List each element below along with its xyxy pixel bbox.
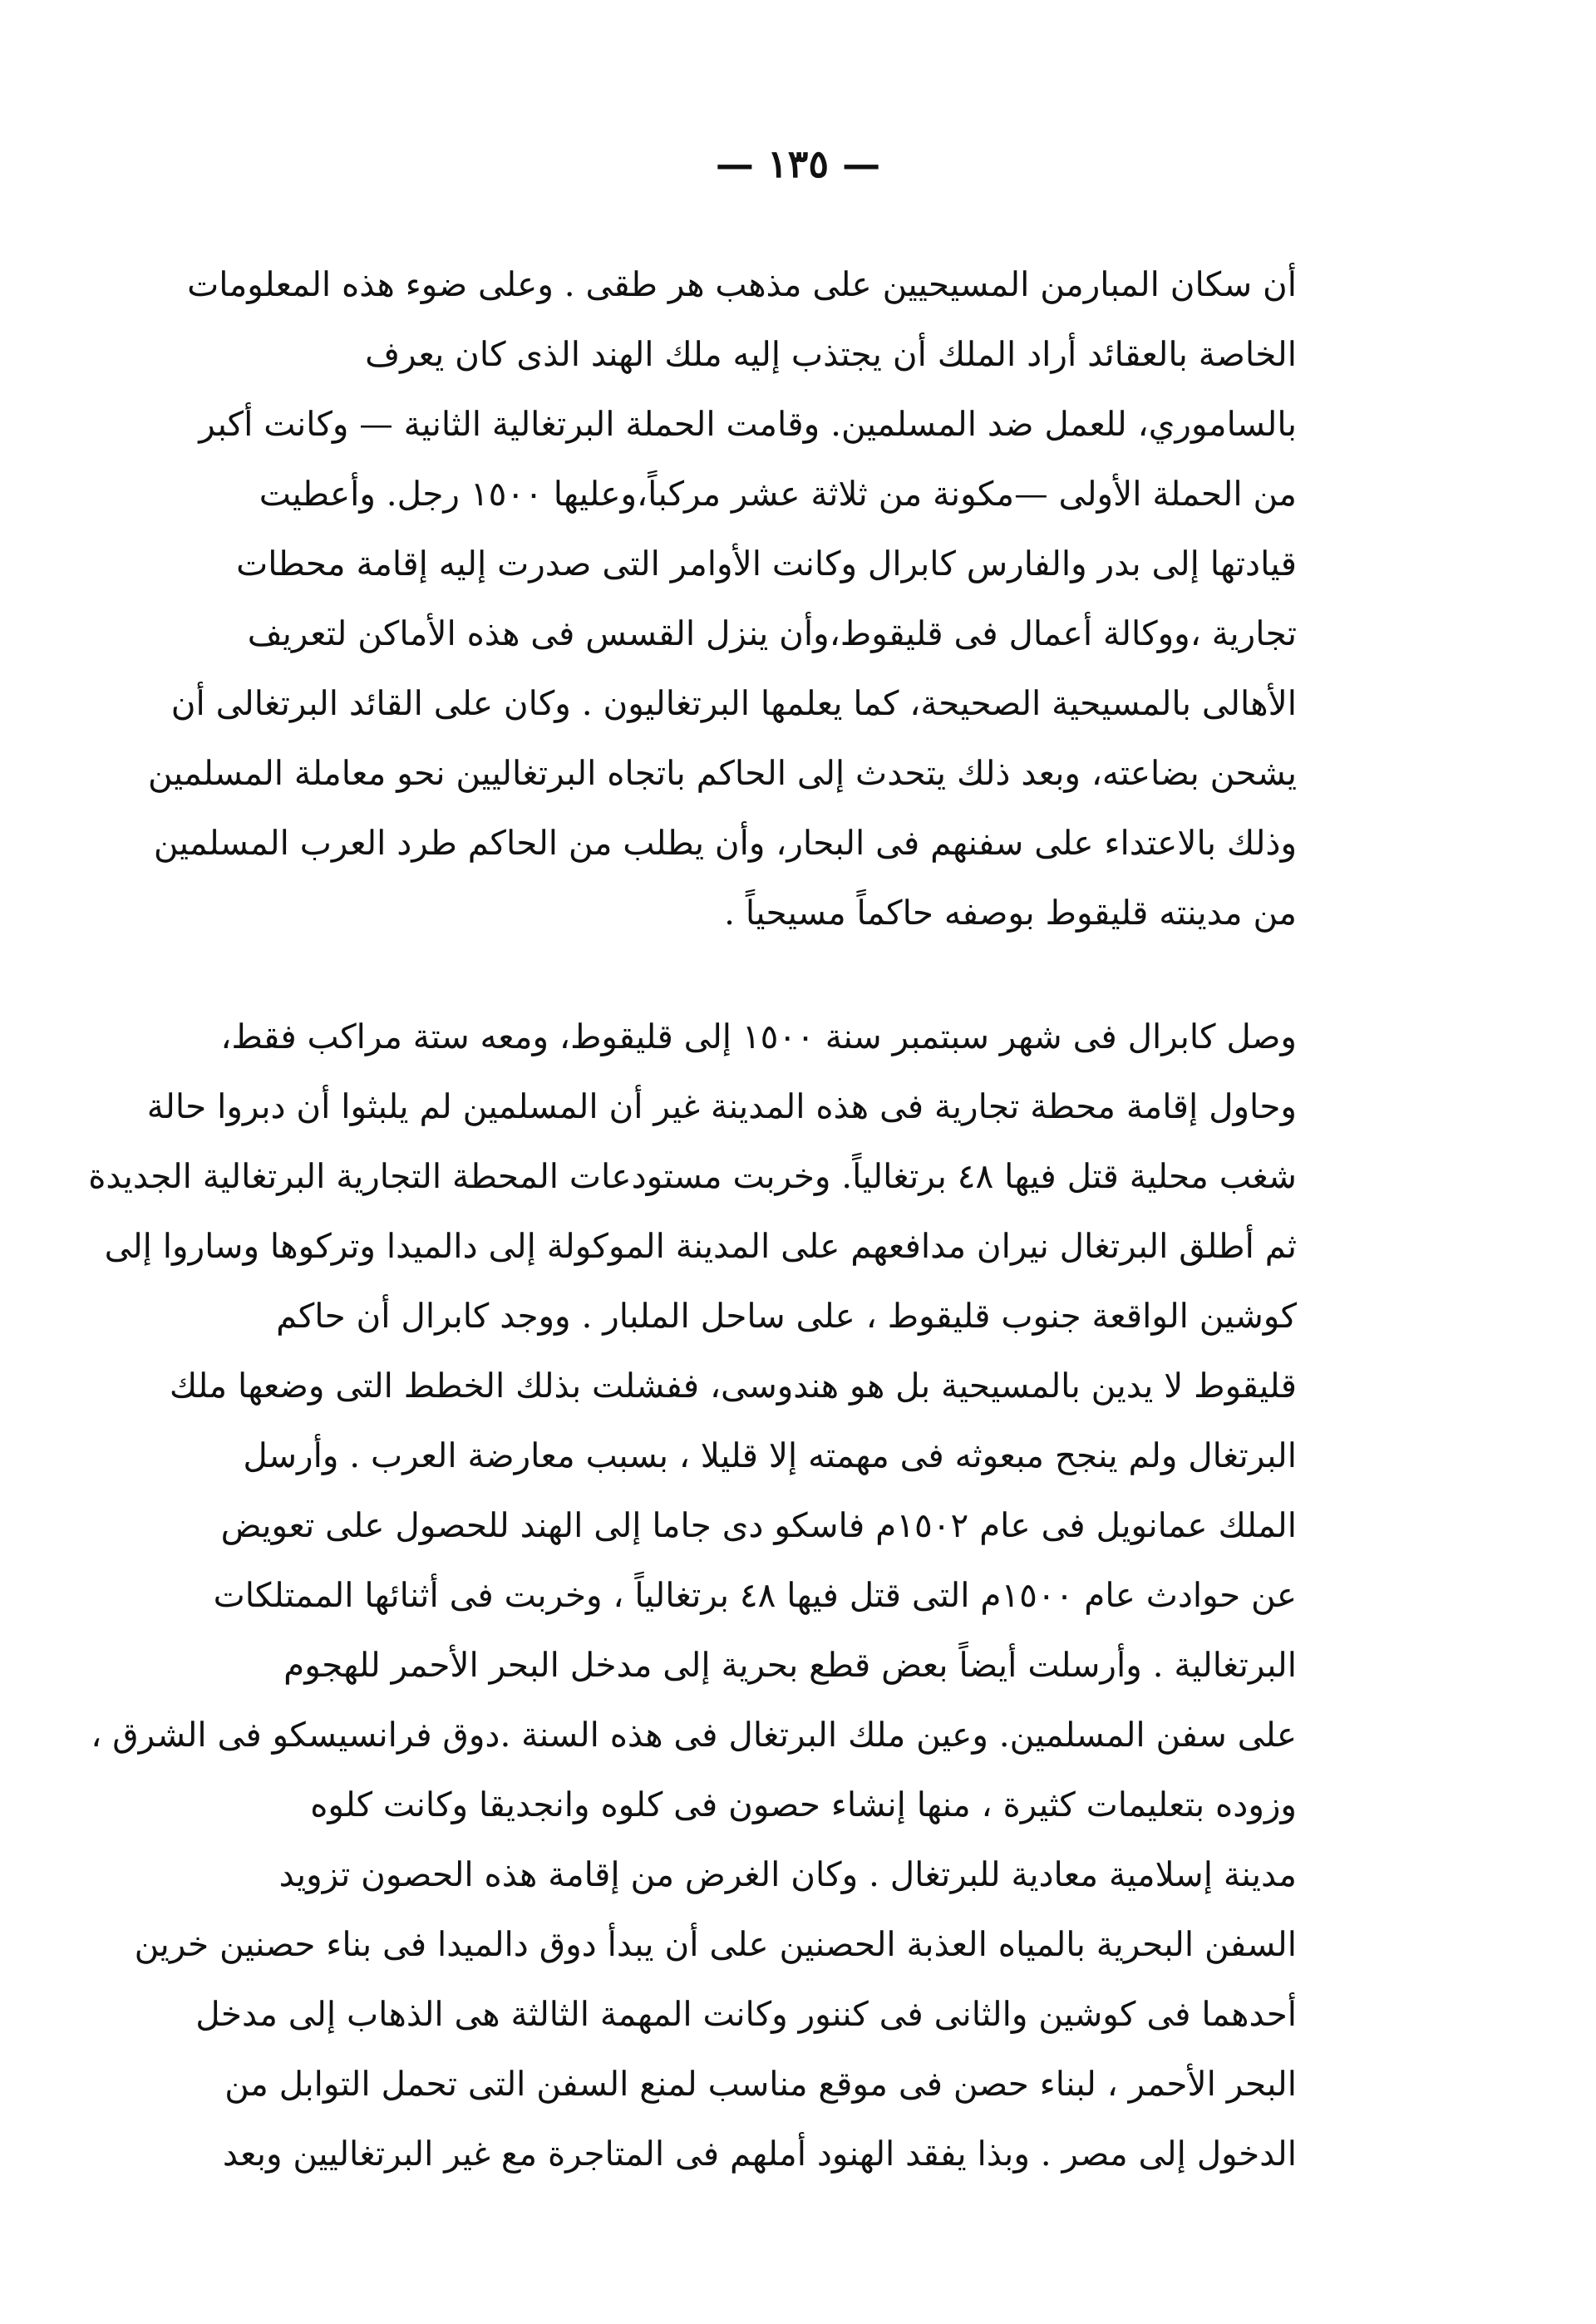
text-line: وحاول إقامة محطة تجارية فى هذه المدينة غير أن المسلمين لم يلبثوا أن دبروا حالة <box>146 1086 1297 1126</box>
text-line: من الحملة الأولى —مكونة من ثلاثة عشر مركباً،وعليها ١٥٠٠ رجل. وأعطيت <box>259 474 1297 514</box>
text-line: على سفن المسلمين. وعين ملك البرتغال فى هذه السنة .دوق فرانسيسكو فى الشرق ، <box>91 1715 1297 1755</box>
page-number: — ١٣٥ — <box>715 141 881 186</box>
text-line: شغب محلية قتل فيها ٤٨ برتغالياً. وخربت مستودعات المحطة التجارية البرتغالية الجديدة <box>88 1156 1297 1196</box>
text-line: كوشين الواقعة جنوب قليقوط ، على ساحل الملبار . ووجد كابرال أن حاكم <box>276 1296 1297 1336</box>
text-line: قيادتها إلى بدر والفارس كابرال وكانت الأوامر التى صدرت إليه إقامة محطات <box>236 544 1297 583</box>
text-line: وذلك بالاعتداء على سفنهم فى البحار، وأن يطلب من الحاكم طرد العرب المسلمين <box>153 823 1297 863</box>
text-line: البرتغال ولم ينجح مبعوثه فى مهمته إلا قليلا ، بسبب معارضة العرب . وأرسل <box>243 1435 1297 1475</box>
text-line: ثم أطلق البرتغال نيران مدافعهم على المدينة الموكولة إلى دالميدا وتركوها وساروا إلى <box>104 1226 1297 1266</box>
text-line: الأهالى بالمسيحية الصحيحة، كما يعلمها البرتغاليون . وكان على القائد البرتغالى أن <box>170 683 1297 723</box>
paragraph-2 <box>88 1002 1297 2189</box>
text-line: وزوده بتعليمات كثيرة ، منها إنشاء حصون فى كلوه وانجديقا وكانت كلوه <box>310 1785 1297 1824</box>
text-line: أن سكان المبارمن المسيحيين على مذهب هر طقى . وعلى ضوء هذه المعلومات <box>187 264 1297 304</box>
text-line: السفن البحرية بالمياه العذبة الحصنين على أن يبدأ دوق دالميدا فى بناء حصنين خرين <box>134 1924 1297 1964</box>
text-line: عن حوادث عام ١٥٠٠م التى قتل فيها ٤٨ برتغالياً ، وخربت فى أثنائها الممتلكات <box>213 1575 1297 1615</box>
text-line: من مدينته قليقوط بوصفه حاكماً مسيحياً . <box>724 893 1297 933</box>
text-line: قليقوط لا يدين بالمسيحية بل هو هندوسى، ففشلت بذلك الخطط التى وضعها ملك <box>169 1366 1297 1406</box>
text-line: مدينة إسلامية معادية للبرتغال . وكان الغرض من إقامة هذه الحصون تزويد <box>278 1854 1297 1894</box>
text-line: البرتغالية . وأرسلت أيضاً بعض قطع بحرية إلى مدخل البحر الأحمر للهجوم <box>283 1645 1297 1685</box>
text-line: أحدهما فى كوشين والثانى فى كننور وكانت المهمة الثالثة هى الذهاب إلى مدخل <box>195 1994 1297 2034</box>
text-line: الخاصة بالعقائد أراد الملك أن يجتذب إليه ملك الهند الذى كان يعرف <box>365 334 1297 374</box>
text-line: تجارية ،ووكالة أعمال فى قليقوط،وأن ينزل القسس فى هذه الأماكن لتعريف <box>247 613 1297 653</box>
text-line: وصل كابرال فى شهر سبتمبر سنة ١٥٠٠ إلى قليقوط، ومعه ستة مراكب فقط، <box>220 1017 1297 1056</box>
text-line: الملك عمانويل فى عام ١٥٠٢م فاسكو دى جاما إلى الهند للحصول على تعويض <box>220 1505 1297 1545</box>
text-line: الدخول إلى مصر . وبذا يفقد الهنود أملهم فى المتاجرة مع غير البرتغاليين وبعد <box>222 2134 1297 2174</box>
text-line: بالساموري، للعمل ضد المسلمين. وقامت الحملة البرتغالية الثانية — وكانت أكبر <box>199 404 1297 444</box>
text-line: البحر الأحمر ، لبناء حصن فى موقع مناسب لمنع السفن التى تحمل التوابل من <box>224 2064 1297 2104</box>
text-line: يشحن بضاعته، وبعد ذلك يتحدث إلى الحاكم باتجاه البرتغاليين نحو معاملة المسلمين <box>148 753 1297 793</box>
paragraph-1 <box>148 249 1297 948</box>
